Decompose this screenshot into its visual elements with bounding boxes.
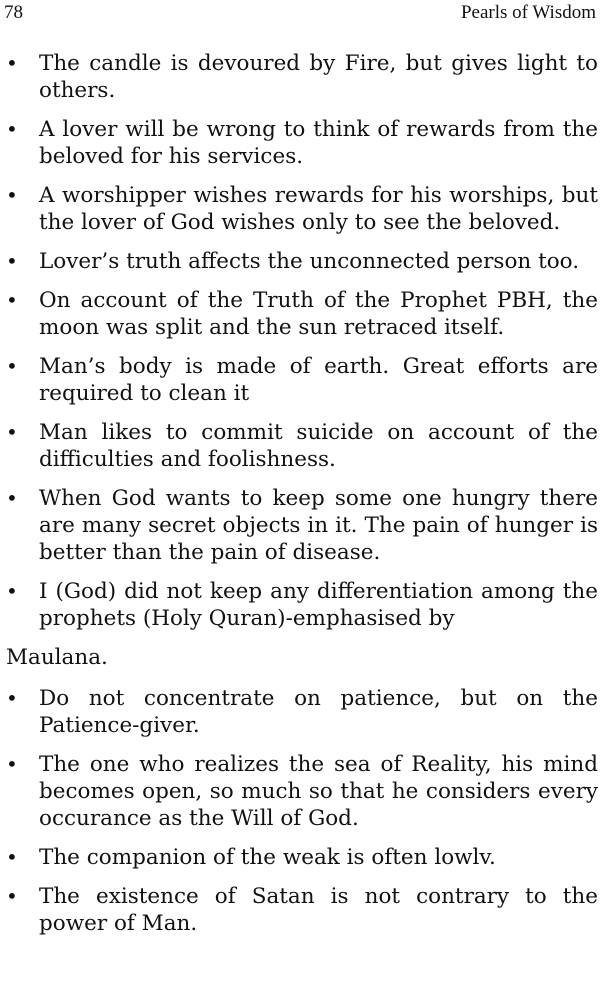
continuation-paragraph: Maulana. xyxy=(6,645,108,670)
bullet-icon: • xyxy=(6,354,18,378)
bullet-icon: • xyxy=(6,420,18,444)
bullet-list-first xyxy=(0,50,600,632)
page-number: 78 xyxy=(4,2,23,23)
list-item xyxy=(0,353,600,407)
list-item-text: The existence of Satan is not contrary to the power of Man. xyxy=(39,884,598,936)
list-item xyxy=(0,751,600,832)
list-item-text: On account of the Truth of the Prophet PBH, the moon was split and the sun retraced itself. xyxy=(39,288,598,340)
list-item xyxy=(0,116,600,170)
bullet-icon: • xyxy=(6,183,18,207)
list-item xyxy=(0,685,600,739)
running-head: Pearls of Wisdom xyxy=(460,2,596,23)
page-header xyxy=(0,0,600,26)
list-item xyxy=(0,287,600,341)
page-body xyxy=(0,50,600,949)
list-item xyxy=(0,578,600,632)
list-item-text: A lover will be wrong to think of rewards from the beloved for his services. xyxy=(39,117,598,169)
bullet-icon: • xyxy=(6,845,18,869)
list-item-text: Man’s body is made of earth. Great efforts are required to clean it xyxy=(39,354,598,406)
list-item-text: The companion of the weak is often lowlv. xyxy=(39,845,496,870)
bullet-icon: • xyxy=(6,579,18,603)
list-item-text: A worshipper wishes rewards for his worships, but the lover of God wishes only to see the beloved. xyxy=(39,183,598,235)
bullet-list-second xyxy=(0,685,600,937)
bullet-icon: • xyxy=(6,117,18,141)
bullet-icon: • xyxy=(6,486,18,510)
list-item xyxy=(0,248,600,275)
list-item-text: Do not concentrate on patience, but on the Patience-giver. xyxy=(39,686,598,738)
list-item xyxy=(0,419,600,473)
list-item-text: Lover’s truth affects the unconnected person too. xyxy=(39,249,580,274)
list-item xyxy=(0,844,600,871)
list-item xyxy=(0,883,600,937)
bullet-icon: • xyxy=(6,752,18,776)
list-item-text: The candle is devoured by Fire, but gives light to others. xyxy=(39,51,598,103)
bullet-icon: • xyxy=(6,884,18,908)
list-item xyxy=(0,182,600,236)
bullet-icon: • xyxy=(6,249,18,273)
list-item-text: When God wants to keep some one hungry there are many secret objects in it. The pain of hunger is better than the pain of disease. xyxy=(39,486,598,565)
list-item-text: The one who realizes the sea of Reality, his mind becomes open, so much so that he considers every occurance as the Will of God. xyxy=(39,752,598,831)
list-item-text: Man likes to commit suicide on account of the difficulties and foolishness. xyxy=(39,420,598,472)
bullet-icon: • xyxy=(6,288,18,312)
bullet-icon: • xyxy=(6,51,18,75)
list-item xyxy=(0,50,600,104)
list-item-text: I (God) did not keep any differentiation among the prophets (Holy Quran)-emphasised by xyxy=(39,579,598,631)
bullet-icon: • xyxy=(6,686,18,710)
list-item xyxy=(0,485,600,566)
